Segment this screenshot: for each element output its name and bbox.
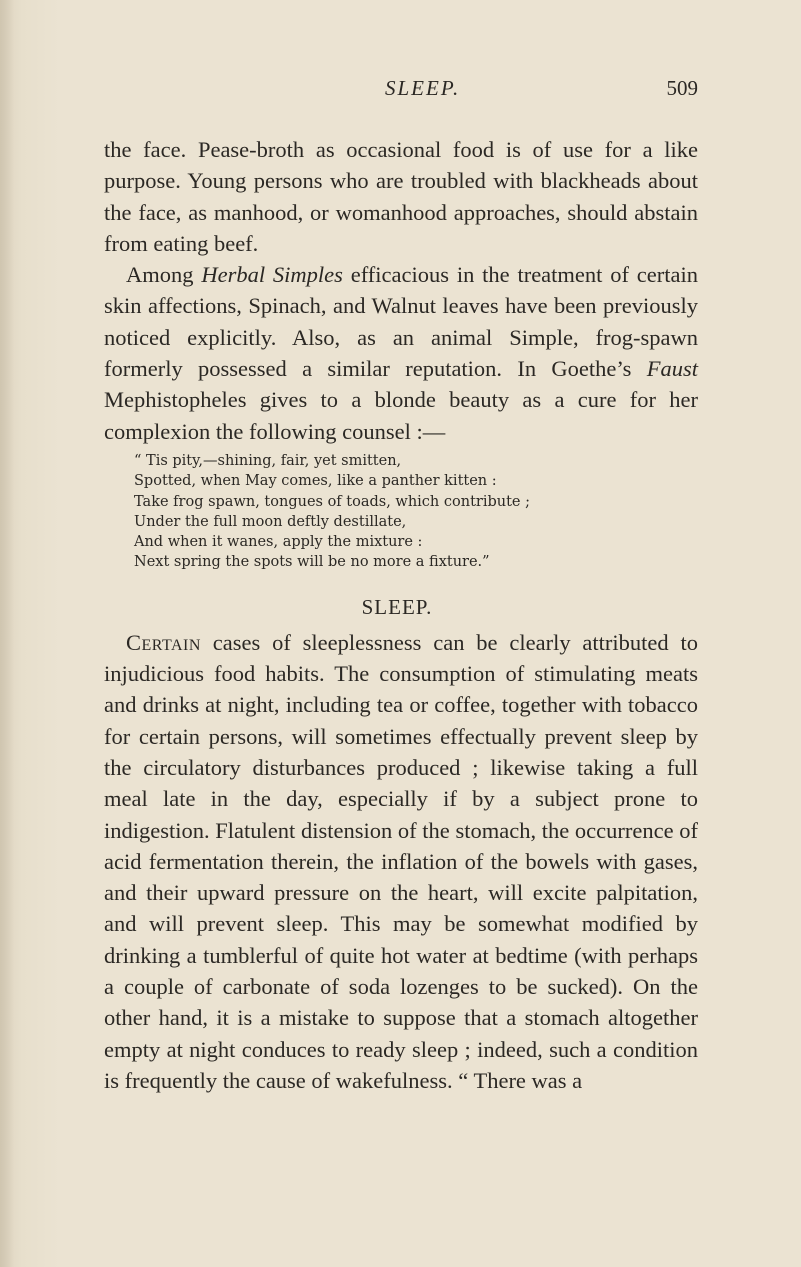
paragraph-sleep	[104, 627, 698, 1096]
verse-line: Under the full moon deftly destillate,	[134, 513, 407, 530]
page-number: 509	[666, 76, 698, 100]
paragraph-2-part-2: efficacious in the treatment of certain skin affections, Spinach, and Walnut leaves have been previously noticed explicitly. Also, as an animal Simple, frog-spawn formerly possessed a similar reputation. In Goethe’s	[104, 262, 698, 382]
paragraph-2-part-3: Mephistopheles gives to a blonde beauty as a cure for her complexion the following counsel :—	[104, 387, 698, 444]
paragraph-continuation	[104, 134, 698, 259]
italic-title-herbal-simples: Herbal Simples	[201, 262, 343, 288]
section-heading: SLEEP.	[361, 594, 433, 619]
running-title: SLEEP.	[385, 76, 461, 100]
paragraph-herbal-simples	[104, 259, 698, 447]
page-gutter-shadow	[0, 0, 14, 1267]
paragraph-sleep-text: cases of sleeplessness can be clearly attributed to injudicious food habits. The consumption of stimulating meats and drinks at night, including tea or coffee, together with tobacco for certain persons, will sometimes effectually prevent sleep by the circulatory disturbances produced ; likewise taking a full meal late in the day, especially if by a subject prone to indigestion. Flatulent distension of the stomach, the occurrence of acid fermentation therein, the inflation of the bowels with gases, and their upward pressure on the heart, will excite palpitation, and will prevent sleep. This may be somewhat modified by drinking a tumblerful of quite hot water at bedtime (with perhaps a couple of carbonate of soda lozenges to be sucked). On the other hand, it is a mistake to suppose that a stomach altogether empty at night conduces to ready sleep ; indeed, such a condition is frequently the cause of wakefulness. “ There was a	[104, 629, 698, 1093]
italic-title-faust: Faust	[646, 356, 698, 382]
verse-quotation	[104, 451, 698, 573]
verse-line: Next spring the spots will be no more a fixture.”	[134, 554, 490, 571]
lead-word-small-caps: Certain	[126, 629, 201, 655]
verse-line: “ Tis pity,—shining, fair, yet smitten,	[134, 452, 402, 469]
verse-line: Take frog spawn, tongues of toads, which contribute ;	[134, 493, 530, 510]
verse-line: Spotted, when May comes, like a panther kitten :	[134, 473, 497, 490]
paragraph-1-text: the face. Pease-broth as occasional food is of use for a like purpose. Young persons who are troubled with blackheads about the face, as manhood, or womanhood approaches, should abstain from eating beef.	[104, 137, 698, 256]
verse-line: And when it wanes, apply the mixture :	[134, 534, 423, 551]
page-body	[104, 134, 698, 1096]
running-header	[104, 76, 698, 104]
paragraph-2-part-1: Among	[126, 262, 202, 288]
